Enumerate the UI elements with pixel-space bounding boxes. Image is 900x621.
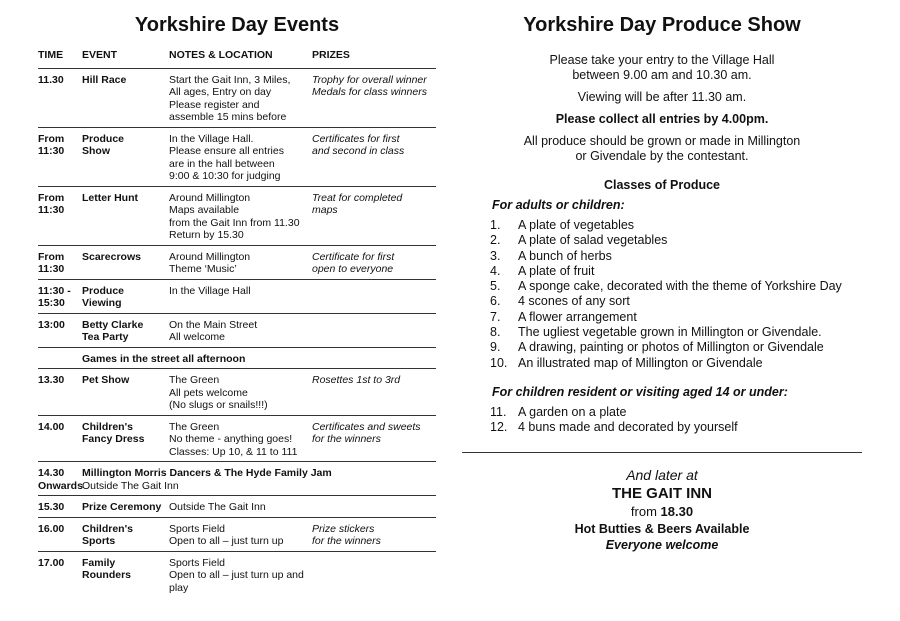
adult-classes-list: [462, 218, 862, 371]
class-number: 5.: [490, 279, 501, 294]
later-line: And later at: [626, 466, 698, 483]
produce-title: Yorkshire Day Produce Show: [523, 14, 801, 36]
entry-instructions: Please take your entry to the Village Hall between 9.00 am and 10.30 am.: [549, 53, 775, 82]
row-event: Hill Race: [82, 73, 127, 86]
row-event: Children's Sports: [82, 522, 133, 547]
table-row: [38, 462, 436, 496]
list-item: [462, 233, 862, 248]
row-notes: On the Main Street All welcome: [169, 318, 258, 343]
row-time: From 11:30: [38, 191, 65, 216]
class-number: 11.: [490, 404, 507, 419]
row-prizes: [312, 285, 436, 310]
class-name: A sponge cake, decorated with the theme of Yorkshire Day: [518, 279, 842, 294]
produce-panel: [462, 14, 862, 552]
class-name: The ugliest vegetable grown in Millington or Givendale.: [518, 325, 822, 340]
row-notes: Sports Field Open to all – just turn up: [169, 522, 284, 547]
list-item: [462, 218, 862, 233]
list-item: [462, 325, 862, 340]
row-event: Letter Hunt: [82, 191, 138, 204]
row-event: Scarecrows: [82, 250, 141, 263]
start-time-value: 18.30: [660, 503, 694, 519]
row-time: From 11:30: [38, 250, 65, 275]
row-time: 11.30: [38, 73, 64, 86]
class-number: 3.: [490, 248, 501, 263]
row-prizes: Rosettes 1st to 3rd: [312, 374, 401, 386]
events-rows: [38, 69, 436, 348]
table-row: [38, 369, 436, 416]
table-row: [38, 187, 436, 246]
child-classes-list: [462, 405, 862, 436]
class-name: A plate of fruit: [518, 263, 595, 278]
row-event: Prize Ceremony: [82, 501, 162, 513]
row-prizes: Certificates for first and second in class: [312, 132, 405, 157]
start-time-prefix: from: [630, 503, 657, 519]
table-row: [38, 128, 436, 187]
class-name: A garden on a plate: [518, 404, 627, 419]
list-item: [462, 356, 862, 371]
header-time: TIME: [38, 49, 64, 61]
viewing-time: Viewing will be after 11.30 am.: [577, 90, 747, 104]
children-heading: For children resident or visiting aged 14 or under:: [492, 384, 788, 399]
venue-name: THE GAIT INN: [612, 484, 712, 502]
row-time: From 11:30: [38, 132, 65, 157]
eligibility-note: All produce should be grown or made in Millington or Givendale by the contestant.: [523, 134, 801, 163]
row-notes: In the Village Hall. Please ensure all entries are in the hall between 9:00 & 10:30 for judging: [169, 132, 284, 182]
row-notes: Outside The Gait Inn: [169, 501, 266, 513]
row-event: Millington Morris Dancers & The Hyde Family Jam: [82, 467, 332, 479]
row-prizes: Certificates and sweets for the winners: [312, 420, 421, 445]
row-prizes: Certificate for first open to everyone: [312, 250, 395, 275]
events-title: Yorkshire Day Events: [134, 14, 340, 36]
class-number: 1.: [490, 218, 501, 232]
class-number: 9.: [490, 340, 501, 355]
class-number: 6.: [490, 294, 501, 309]
class-name: A plate of salad vegetables: [518, 233, 668, 248]
row-notes: In the Village Hall: [169, 284, 251, 297]
divider: [462, 452, 862, 453]
collection-time: Please collect all entries by 4.00pm.: [555, 112, 769, 126]
list-item: [462, 249, 862, 264]
events-table-header: [38, 49, 436, 69]
events-rows-late: [38, 518, 436, 598]
row-prizes: [312, 319, 436, 344]
events-panel: [38, 14, 436, 597]
list-item: [462, 420, 862, 435]
produce-intro: [462, 53, 862, 164]
header-event: EVENT: [82, 49, 118, 61]
list-item: [462, 340, 862, 355]
row-time: 17.00: [38, 556, 65, 569]
list-item: [462, 294, 862, 309]
table-row: [38, 280, 436, 314]
games-note: Games in the street all afternoon: [38, 348, 436, 370]
row-notes: Sports Field Open to all – just turn up and play: [169, 556, 304, 594]
row-time: 13:00: [38, 318, 65, 331]
classes-title: Classes of Produce: [603, 178, 720, 192]
list-item: [462, 310, 862, 325]
row-event: Pet Show: [82, 374, 130, 386]
row-prizes: Prize stickers for the winners: [312, 522, 381, 547]
row-time: 13.30: [38, 374, 65, 386]
row-event: Family Rounders: [82, 556, 132, 581]
row-time: 14.00: [38, 420, 65, 433]
row-notes: The Green No theme - anything goes! Classes: Up 10, & 11 to 111: [169, 420, 298, 458]
welcome-note: Everyone welcome: [605, 537, 719, 552]
table-row: [38, 496, 436, 518]
row-event: Children's Fancy Dress: [82, 420, 145, 445]
events-rows-afternoon: [38, 369, 436, 462]
row-notes: Start the Gait Inn, 3 Miles, All ages, Entry on day Please register and assemble 15 mins before: [169, 73, 291, 123]
class-number: 12.: [490, 420, 508, 435]
table-row: [38, 518, 436, 552]
class-name: 4 scones of any sort: [518, 294, 630, 309]
class-number: 10.: [490, 355, 508, 370]
gait-inn-promo: [462, 467, 862, 552]
row-notes: Around Millington Maps available from the Gait Inn from 11.30 Return by 15.30: [169, 191, 300, 241]
header-prizes: PRIZES: [312, 49, 350, 61]
list-item: [462, 279, 862, 294]
class-name: A plate of vegetables: [518, 218, 635, 232]
table-row: [38, 552, 436, 598]
class-name: An illustrated map of Millington or Givendale: [518, 355, 763, 370]
row-prizes: [312, 557, 436, 595]
table-row: [38, 314, 436, 348]
header-notes: NOTES & LOCATION: [169, 49, 273, 61]
row-time: 14.30 Onwards: [38, 467, 83, 492]
row-time: 16.00: [38, 522, 65, 535]
row-event: Betty Clarke Tea Party: [82, 318, 144, 343]
start-time: [462, 504, 862, 519]
row-notes: Around Millington Theme ‘Music’: [169, 250, 251, 275]
table-row: [38, 69, 436, 128]
adults-heading: For adults or children:: [492, 198, 625, 212]
class-name: 4 buns made and decorated by yourself: [518, 420, 738, 435]
class-name: A flower arrangement: [518, 309, 637, 324]
row-event: Produce Viewing: [82, 284, 125, 309]
list-item: [462, 264, 862, 279]
class-number: 7.: [490, 309, 501, 324]
class-name: A drawing, painting or photos of Millington or Givendale: [518, 340, 824, 355]
row-prizes: Trophy for overall winner Medals for class winners: [312, 73, 427, 98]
food-drink-note: Hot Butties & Beers Available: [574, 521, 750, 536]
row-prizes: Treat for completed maps: [312, 191, 403, 216]
row-notes: The Green All pets welcome (No slugs or snails!!!): [169, 374, 268, 411]
class-number: 4.: [490, 263, 501, 278]
class-number: 2.: [490, 233, 501, 248]
row-notes: Outside The Gait Inn: [82, 479, 179, 492]
row-time: 15.30: [38, 501, 65, 513]
class-name: A bunch of herbs: [518, 248, 612, 263]
table-row: [38, 246, 436, 280]
row-time: 11:30 - 15:30: [38, 284, 71, 309]
table-row: [38, 416, 436, 463]
row-event: Produce Show: [82, 132, 125, 157]
class-number: 8.: [490, 325, 501, 340]
list-item: [462, 405, 862, 420]
